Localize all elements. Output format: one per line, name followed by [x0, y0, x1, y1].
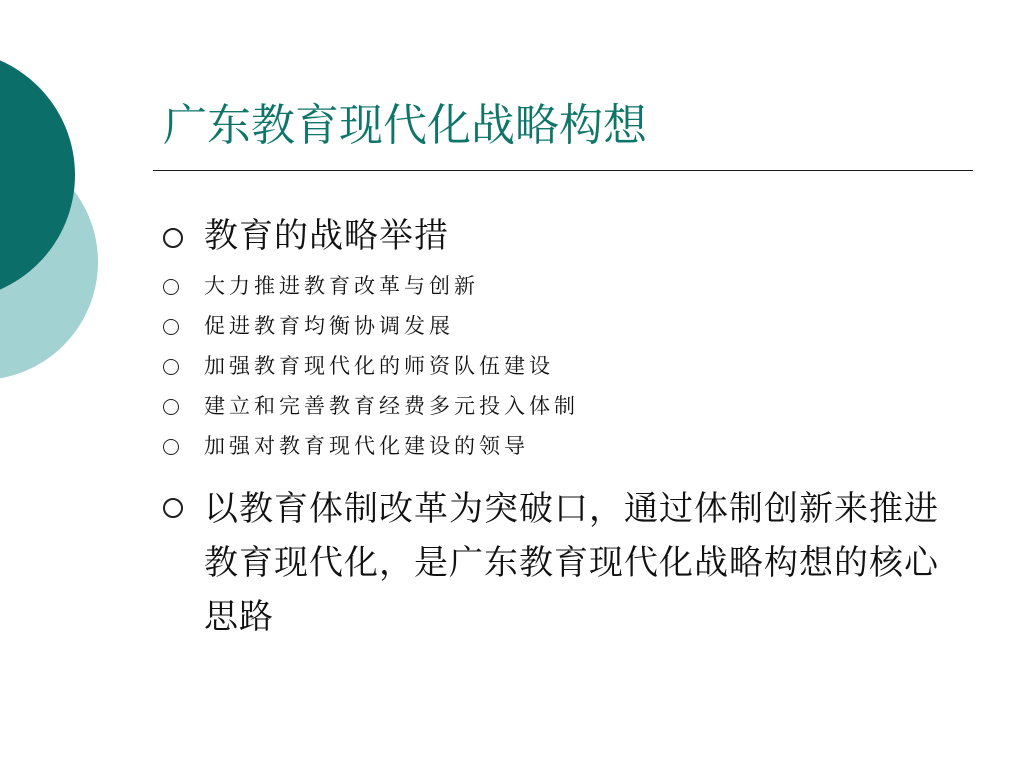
bullet-item	[163, 210, 963, 266]
sub-bullet-item	[163, 346, 963, 386]
circle-bullet-icon	[163, 439, 179, 455]
sub-bullet-text: 加强对教育现代化建设的领导	[204, 434, 529, 458]
sub-bullet-item	[163, 426, 963, 466]
bullet-text: 教育的战略举措	[204, 216, 449, 256]
sub-bullet-item	[163, 266, 963, 306]
bullet-text: 以教育体制改革为突破口，通过体制创新来推进教育现代化，是广东教育现代化战略构想的核心思路	[204, 489, 939, 637]
sub-bullet-text: 促进教育均衡协调发展	[204, 314, 454, 338]
slide-title: 广东教育现代化战略构想	[163, 100, 647, 151]
circle-bullet-icon	[163, 399, 179, 415]
bullet-item	[163, 482, 963, 644]
circle-bullet-icon	[163, 498, 183, 518]
circle-bullet-icon	[163, 228, 183, 248]
sub-bullet-text: 加强教育现代化的师资队伍建设	[204, 354, 554, 378]
decorative-circles	[0, 0, 160, 420]
circle-bullet-icon	[163, 359, 179, 375]
circle-bullet-icon	[163, 319, 179, 335]
sub-bullet-text: 大力推进教育改革与创新	[204, 274, 479, 298]
bullet-list	[163, 210, 963, 644]
sub-bullet-item	[163, 306, 963, 346]
sub-bullet-text: 建立和完善教育经费多元投入体制	[204, 394, 579, 418]
circle-bullet-icon	[163, 279, 179, 295]
sub-bullet-item	[163, 386, 963, 426]
title-divider	[153, 170, 973, 171]
